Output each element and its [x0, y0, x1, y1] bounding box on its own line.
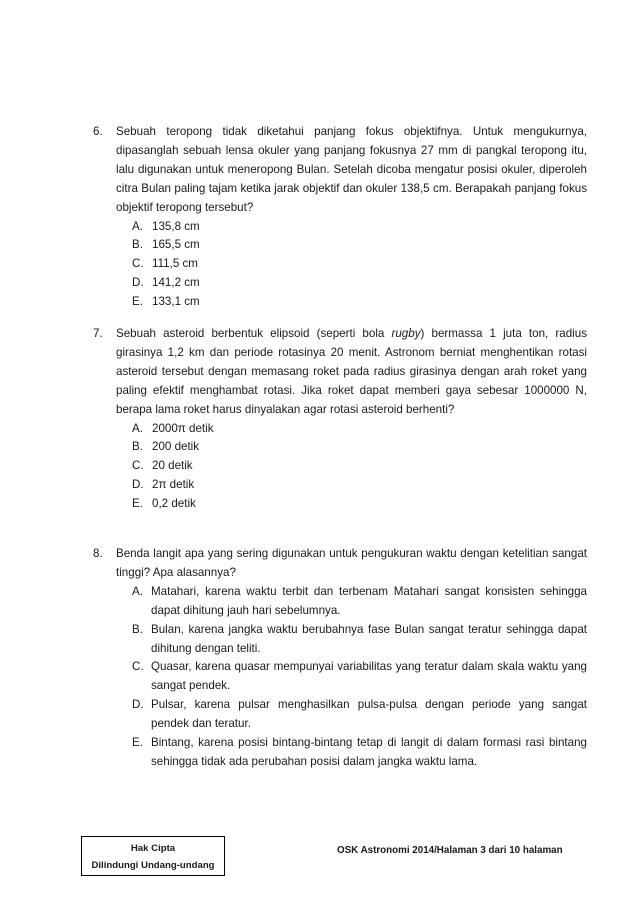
option-letter: B.	[132, 622, 143, 636]
option-letter: E.	[132, 497, 143, 511]
option-text: 135,8 cm	[152, 219, 200, 233]
option-c	[116, 658, 587, 696]
question-6	[93, 123, 587, 312]
option-a	[116, 420, 587, 439]
option-letter: C.	[132, 459, 144, 473]
option-text: Matahari, karena waktu terbit dan terbenam Matahari sangat konsisten sehingga dapat dihitung jauh hari sebelumnya.	[151, 584, 587, 617]
question-number: 6.	[93, 125, 103, 138]
question-text-part: Sebuah asteroid berbentuk elipsoid (seperti bola	[116, 327, 392, 340]
option-letter: D.	[132, 478, 144, 492]
option-letter: A.	[132, 219, 143, 233]
option-text: 2π detik	[152, 478, 195, 492]
option-text: 20 detik	[152, 459, 193, 473]
option-letter: D.	[132, 276, 144, 290]
option-text: Bintang, karena posisi bintang-bintang tetap di langit di dalam formasi rasi bintang sehingga tidak ada perubahan posisi dalam jangka waktu lama.	[151, 736, 587, 768]
options-list	[116, 420, 587, 515]
question-text	[116, 325, 587, 420]
question-text: Benda langit apa yang sering digunakan untuk pengukuran waktu dengan ketelitian sangat tinggi? Apa alasannya?	[116, 547, 587, 579]
option-b	[116, 236, 587, 255]
option-e	[116, 495, 587, 514]
option-text: 165,5 cm	[152, 238, 200, 252]
option-letter: B.	[132, 440, 143, 454]
option-letter: A.	[132, 421, 143, 435]
copyright-line: Hak Cipta	[130, 843, 176, 854]
option-c	[116, 255, 587, 274]
copyright-box	[81, 836, 225, 876]
option-b	[116, 621, 587, 659]
question-8	[93, 545, 587, 772]
option-c	[116, 457, 587, 476]
question-text: Sebuah teropong tidak diketahui panjang fokus objektifnya. Untuk mengukurnya, dipasanglah sebuah lensa okuler yang panjang fokusnya 27 mm di pangkal teropong itu, lalu digunakan untuk meneropong Bulan. Setelah dicoba mengatur posisi okuler, diperoleh citra Bulan paling tajam ketika jarak objektif dan okuler 138,5 cm. Berapakah panjang fokus objektif teropong tersebut?	[116, 125, 587, 214]
option-text: 133,1 cm	[152, 295, 200, 309]
option-e	[116, 293, 587, 312]
option-letter: E.	[132, 736, 143, 750]
option-letter: C.	[132, 257, 144, 271]
option-a	[116, 583, 587, 621]
option-text: Pulsar, karena pulsar menghasilkan pulsa-pulsa dengan periode yang sangat pendek dan teratur.	[151, 698, 587, 731]
option-text: 0,2 detik	[152, 497, 196, 511]
question-number: 8.	[93, 547, 103, 560]
option-a	[116, 218, 587, 237]
option-d	[116, 274, 587, 293]
option-letter: D.	[132, 698, 144, 712]
option-text: Quasar, karena quasar mempunyai variabilitas yang teratur dalam skala waktu yang sangat pendek.	[151, 660, 587, 693]
option-d	[116, 476, 587, 495]
options-list	[116, 218, 587, 313]
option-text: 111,5 cm	[152, 257, 198, 271]
question-7	[93, 325, 587, 514]
question-number: 7.	[93, 327, 103, 340]
copyright-line: Dilindungi Undang-undang	[91, 860, 215, 871]
question-text-part: ) bermassa 1 juta ton, radius girasinya 1,2 km dan periode rotasinya 20 menit. Astronom berniat menghentikan rotasi asteroid tersebut dengan memasang roket pada radius girasinya dengan arah roket yang paling efektif menghambat rotasi. Jika roket dapat memberi gaya sebesar 1000000 N, berapa lama roket harus dinyalakan agar rotasi asteroid berhenti?	[116, 327, 587, 416]
option-text: 141,2 cm	[152, 276, 200, 290]
option-b	[116, 438, 587, 457]
option-e	[116, 734, 587, 772]
option-letter: A.	[132, 584, 143, 598]
option-text: Bulan, karena jangka waktu berubahnya fase Bulan sangat teratur sehingga dapat dihitung dengan teliti.	[151, 622, 587, 655]
option-letter: C.	[132, 660, 144, 674]
page-info: OSK Astronomi 2014/Halaman 3 dari 10 halaman	[337, 845, 563, 856]
option-letter: B.	[132, 238, 143, 252]
options-list	[116, 583, 587, 772]
option-text: 200 detik	[152, 440, 200, 454]
option-d	[116, 696, 587, 734]
option-letter: E.	[132, 295, 143, 309]
question-text-italic: rugby	[391, 327, 421, 340]
option-text: 2000π detik	[152, 421, 214, 435]
